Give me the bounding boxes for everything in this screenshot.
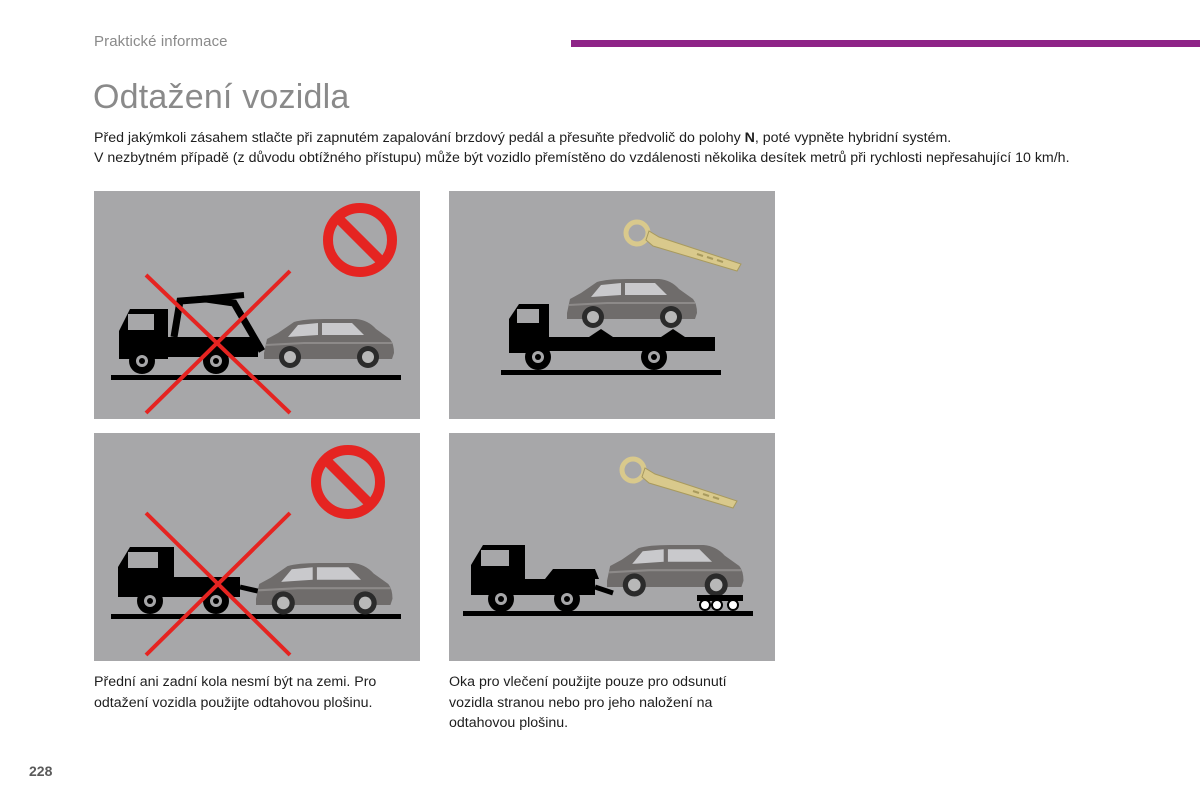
intro-line-1 [94,128,1174,148]
car-icon [264,319,394,368]
towing-eye-icon [622,459,737,508]
illustration-flatbed-transport-allowed [449,191,775,419]
towing-dolly-icon [697,595,743,610]
section-label: Praktické informace [94,33,228,50]
car-icon [607,545,744,596]
intro-line-1-start: Před jakýmkoli zásahem stlačte při zapnutém zapalování brzdový pedál a přesuňte předvolič do polohy [94,130,745,146]
caption-left: Přední ani zadní kola nesmí být na zemi. Pro odtažení vozidla použijte odtahovou plošinu. [94,674,377,711]
car-icon [567,279,697,328]
prohibited-sign-icon [316,450,380,514]
intro-line-1-end: , poté vypněte hybridní systém. [754,130,952,146]
caption-right: Oka pro vlečení použijte pouze pro odsunutí vozidla stranou nebo pro jeho naložení na odtahovou plošinu. [449,674,727,731]
illustration-tow-truck-lift-prohibited [94,191,420,419]
towing-eye-icon [626,222,741,271]
intro-line-2: V nezbytném případě (z důvodu obtížného přístupu) může být vozidlo přemístěno do vzdálenosti několika desítek metrů při rychlosti nepřesahující 10 km/h. [94,150,1070,166]
page-number: 228 [29,763,53,779]
section-accent-bar [571,40,1200,47]
car-icon [256,563,393,614]
illustration-tow-bar-prohibited [94,433,420,661]
gear-position-n: N [744,130,755,146]
illustration-tow-with-dolly-allowed [449,433,775,661]
page-title: Odtažení vozidla [93,78,350,116]
prohibited-sign-icon [328,208,392,272]
intro-text [94,128,1174,168]
